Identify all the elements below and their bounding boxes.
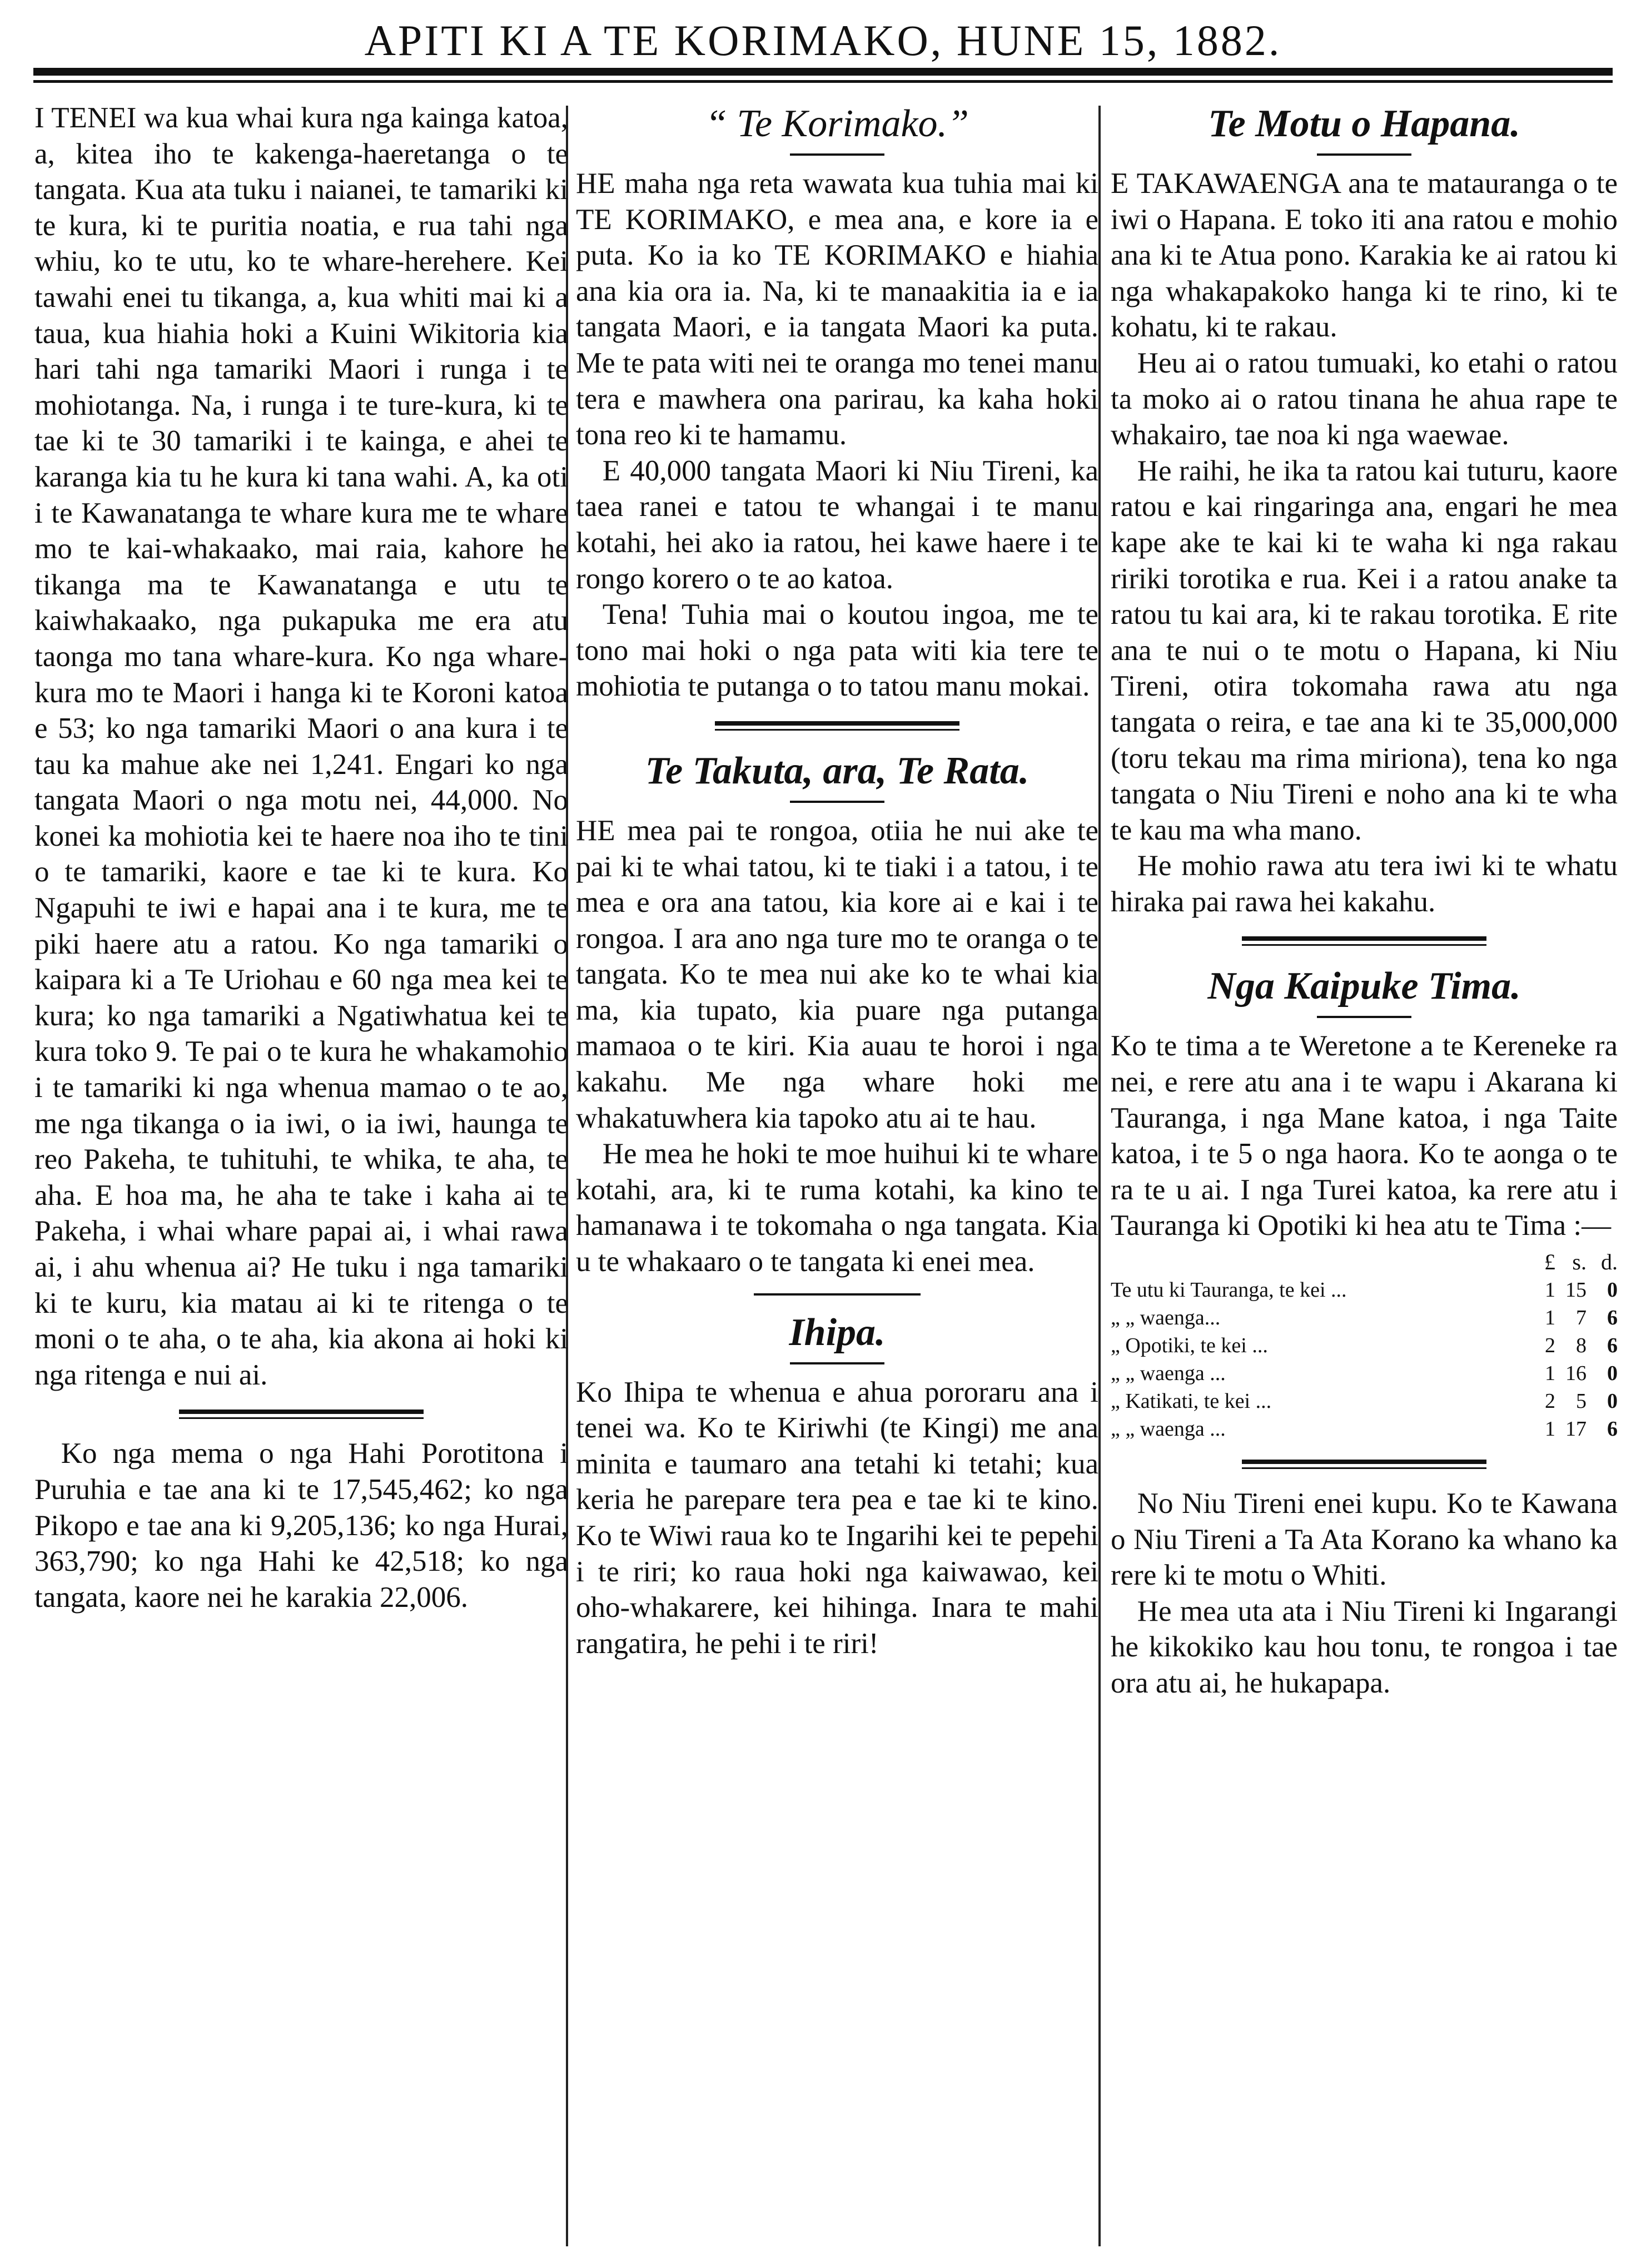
table-row — [1111, 1304, 1618, 1332]
fare-pounds: 2 — [1545, 1389, 1555, 1413]
page-body — [0, 100, 1646, 2257]
column-divider — [1098, 106, 1101, 2246]
fare-shillings: 17 — [1565, 1417, 1587, 1441]
table-row — [1111, 1415, 1618, 1443]
hapana-paragraph-3: He raihi, he ika ta ratou kai tuturu, kaore ratou e kai ringaringa ana, engari he mea kape ake te kai ki te waha ki nga rakau ririki torotika e rua. Kei i a ratou anake ta ratou tu kai ara, ki te rakau torotika. E rite ana te nui o te motu o Hapana, ki Niu Tireni, otira tokomaha rawa atu nga tangata o reira, e tae ana ki te 35,000,000 (toru tekau ma rima miriona), tena ko nga tangata o Niu Tireni e noho ana ki te wha te kau ma wha mano. — [1111, 454, 1618, 846]
fare-label: „ „ waenga ... — [1111, 1417, 1226, 1441]
section-separator — [715, 721, 959, 731]
kikokiko-paragraph: He mea uta ata i Niu Tireni ki Ingarangi he kikokiko kau hou tonu, te rongoa i tae ora atu ai, he hukapapa. — [1111, 1595, 1618, 1699]
fare-shillings: 7 — [1576, 1306, 1587, 1330]
section-separator — [754, 1293, 921, 1296]
section-separator — [179, 1410, 424, 1419]
fare-pounds: 1 — [1545, 1417, 1555, 1441]
heading-underline — [790, 1362, 884, 1364]
fare-label: „ Katikati, te kei ... — [1111, 1389, 1272, 1413]
fare-pence: 6 — [1607, 1306, 1618, 1330]
section-separator — [1242, 936, 1486, 946]
fares-header-row — [1111, 1248, 1618, 1276]
takuta-heading: Te Takuta, ara, Te Rata. — [645, 749, 1030, 792]
fare-label: „ „ waenga... — [1111, 1306, 1221, 1330]
masthead-rule-thin — [33, 80, 1613, 83]
fare-pence: 0 — [1607, 1362, 1618, 1386]
masthead-rule-thick — [33, 68, 1613, 76]
hapana-paragraph-4: He mohio rawa atu tera iwi ki te whatu hiraka pai rawa hei kakahu. — [1111, 850, 1618, 918]
fare-label: Te utu ki Tauranga, te kei ... — [1111, 1278, 1347, 1302]
masthead — [0, 0, 1646, 95]
heading-underline — [1317, 1016, 1411, 1018]
fare-pence: 0 — [1607, 1389, 1618, 1413]
table-row — [1111, 1359, 1618, 1387]
kaipuke-heading: Nga Kaipuke Tima. — [1207, 965, 1521, 1008]
hapana-paragraph-2: Heu ai o ratou tumuaki, ko etahi o ratou ta moko ai o ratou tinana he ahua rape te whakairo, tae noa ki nga waewae. — [1111, 346, 1618, 451]
takuta-paragraph-1: HE mea pai te rongoa, otiia he nui ake te pai ki te whai tatou, ki te tiaki i a tatou, i te mea e ora ana tatou, kia kore ai e kai i te rongoa. I ara ano nga ture mo te oranga o te tangata. Ko te mea nui ake ko te whai kia ma, kia tupato, kia puare nga putanga mamaoa o te kiri. Kia auau te horoi i nga kakahu. Me nga whare hoki me whakatuwhera kia tapoko atu ai te hau. — [576, 814, 1098, 1134]
column-2 — [576, 100, 1098, 2257]
whiti-paragraph: No Niu Tireni enei kupu. Ko te Kawana o Niu Tireni a Ta Ata Korano ka whano ka rere ki te motu o Whiti. — [1111, 1487, 1618, 1592]
ihipa-paragraph: Ko Ihipa te whenua e ahua pororaru ana i tenei wa. Ko te Kiriwhi (te Kingi) me ana minita e taumaro ana tetahi ki tetahi; kua keria he parepare tera pea e tae ki te kino. Ko te Wiwi raua ko te Ingarihi kei te pepehi i te riri; ko raua hoki nga kaiwawao, kei oho-whakarere, kei hihinga. Inara te mahi rangatira, he pehi i te riri! — [576, 1376, 1098, 1660]
fare-pounds: 1 — [1545, 1278, 1555, 1302]
pence-header: d. — [1601, 1249, 1618, 1275]
school-article: I TENEI wa kua whai kura nga kainga katoa, a, kitea iho te kakenga-haeretanga o te tangata. Kua ata tuku i naianei, te tamariki ki te kura, ki te puritia noatia, e rua tahi nga whiu, ko te utu, ko te whare-herehere. Kei tawahi enei tu tikanga, a, kua whiti mai ki a taua, kua hiahia hoki a Kuini Wikitoria kia hari tahi nga tamariki Maori i runga i te mohiotanga. Na, i runga i te ture-kura, ki te tae ki te 30 tamariki i te kainga, e ahei te karanga kia tu he kura ki tana wahi. A, ka oti i te Kawanatanga te whare kura me te whare mo te kai-whakaako, mai raia, kahore he tikanga ma te Kawanatanga e utu te kaiwhakaako, nga pukapuka me era atu taonga mo tana whare-kura. Ko nga whare-kura mo te Maori i hanga ki te Koroni katoa e 53; ko nga tamariki Maori o ana kura i te tau ka mahue ake nei 1,241. Engari ko nga tangata Maori o nga motu nei, 44,000. No konei ka mohiotia kei te haere noa iho te tini o te tamariki, kaore e tae ki te kura. Ko Ngapuhi te iwi e hapai ana i te kura, me te piki haere atu a ratou. Ko nga tamariki o kaipara ki a Te Uriohau e 60 nga mea kei te kura; ko nga tamariki a Ngatiwhatua kei te kura toko 9. Te pai o te kura he whakamohio i te tamariki ki nga whenua mamao o te ao, me nga tikanga o ia iwi, o ia iwi, haunga te reo Pakeha, te tuhituhi, te whika, te aha, te aha. E hoa ma, he aha te take i kaha ai te Pakeha, i whai whare papai ai, i whai rawa ai, i ahu whenua ai? He tuku i nga tamariki ki te kuru, kia matau ai ki te ritenga o te moni o te aha, o te aha, kia akona ai hoki ki nga ritenga e nui ai. — [34, 102, 568, 1391]
korimako-paragraph-3: Tena! Tuhia mai o koutou ingoa, me te tono mai hoki o nga pata witi kia tere te mohiotia te putanga o to tatou manu mokai. — [576, 598, 1098, 703]
section-separator — [1242, 1460, 1486, 1469]
masthead-title: APITI KI A TE KORIMAKO, HUNE 15, 1882. — [364, 16, 1282, 64]
fare-pence: 6 — [1607, 1334, 1618, 1358]
fare-shillings: 5 — [1576, 1389, 1587, 1413]
fare-shillings: 16 — [1565, 1362, 1587, 1386]
heading-underline — [790, 153, 884, 156]
shillings-header: s. — [1572, 1249, 1587, 1275]
kaipuke-paragraph: Ko te tima a te Weretone a te Kereneke ra nei, e rere atu ana i te wapu i Akarana ki Tauranga, i nga Mane katoa, i nga Taite katoa, i te 5 o nga haora. Ko te aonga o te ra te u ai. I nga Turei katoa, ka rere atu i Tauranga ki Opotiki ki hea atu te Tima :— — [1111, 1030, 1618, 1242]
fare-pounds: 2 — [1545, 1334, 1555, 1358]
takuta-paragraph-2: He mea he hoki te moe huihui ki te whare kotahi, ara, ki te ruma kotahi, ka kino te hamanawa i te tokomaha o nga tangata. Kia u te whakaaro o te tangata ki enei mea. — [576, 1138, 1098, 1278]
fare-shillings: 8 — [1576, 1334, 1587, 1358]
fares-table — [1111, 1248, 1618, 1443]
heading-underline — [790, 801, 884, 803]
fare-label: „ Opotiki, te kei ... — [1111, 1334, 1268, 1358]
fare-pounds: 1 — [1545, 1306, 1555, 1330]
table-row — [1111, 1387, 1618, 1415]
korimako-heading: “ Te Korimako.” — [705, 102, 969, 145]
column-3 — [1111, 100, 1618, 2257]
table-row — [1111, 1332, 1618, 1359]
fare-shillings: 15 — [1565, 1278, 1587, 1302]
fare-pence: 6 — [1607, 1417, 1618, 1441]
fare-pounds: 1 — [1545, 1362, 1555, 1386]
fare-label: „ „ waenga ... — [1111, 1362, 1226, 1386]
churches-article: Ko nga mema o nga Hahi Porotitona i Puruhia e tae ana ki te 17,545,462; ko nga Pikopo e tae ana ki 9,205,136; ko nga Hurai, 363,790; ko nga Hahi ke 42,518; ko nga tangata, kaore nei he karakia 22,006. — [34, 1437, 568, 1614]
column-1 — [34, 100, 568, 2257]
korimako-paragraph-2: E 40,000 tangata Maori ki Niu Tireni, ka taea ranei e tatou te whangai i te manu kotahi, hei ako ia ratou, hei kawe haere i te rongo korero o te ao katoa. — [576, 454, 1098, 595]
fare-pence: 0 — [1607, 1278, 1618, 1302]
table-row — [1111, 1276, 1618, 1304]
ihipa-heading: Ihipa. — [789, 1311, 886, 1354]
heading-underline — [1317, 153, 1411, 156]
hapana-heading: Te Motu o Hapana. — [1208, 102, 1520, 145]
hapana-paragraph-1: E TAKAWAENGA ana te matauranga o te iwi o Hapana. E toko iti ana ratou e mohio ana ki te Atua pono. Karakia ke ai ratou ki nga whakapakoko hanga ki te rino, ki te kohatu, ki te rakau. — [1111, 167, 1618, 344]
pounds-header: £ — [1544, 1249, 1555, 1275]
korimako-paragraph-1: HE maha nga reta wawata kua tuhia mai ki TE KORIMAKO, e mea ana, e kore ia e puta. Ko ia ko TE KORIMAKO e hiahia ana kia ora ia. Na, ki te manaakitia ia e ia tangata Maori, e ia tangata Maori ka puta. Me te pata witi nei te oranga mo tenei manu tera e mawhera ona parirau, ka kaha hoki tona reo ki te hamamu. — [576, 167, 1098, 451]
